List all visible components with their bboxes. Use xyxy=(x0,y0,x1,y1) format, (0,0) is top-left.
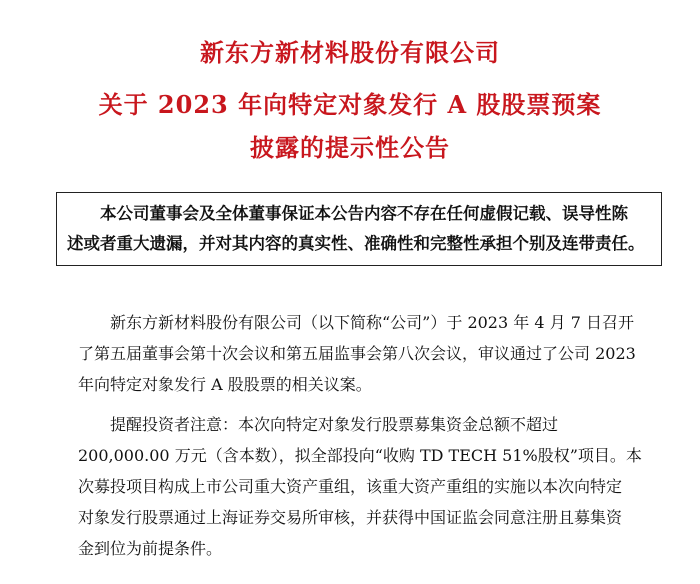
announcement-title: 关于 2023 年向特定对象发行 A 股股票预案 xyxy=(98,90,602,119)
disclaimer-line: 本公司董事会及全体董事保证本公告内容不存在任何虚假记载、误导性陈 xyxy=(100,204,628,223)
disclaimer-line: 述或者重大遗漏，并对其内容的真实性、准确性和完整性承担个别及连带责任。 xyxy=(67,234,645,253)
paragraph-line: 200,000.00 万元（含本数），拟全部投向“收购 TD TECH 51%股权”项目。本 xyxy=(78,446,642,465)
company-title: 新东方新材料股份有限公司 xyxy=(200,38,500,67)
paragraph-investor-notice xyxy=(78,409,678,564)
paragraph-line: 提醒投资者注意：本次向特定对象发行股票募集资金总额不超过 xyxy=(110,415,559,434)
paragraph-line: 新东方新材料股份有限公司（以下简称“公司”）于 2023 年 4 月 7 日召开 xyxy=(110,313,634,332)
paragraph-line: 金到位为前提条件。 xyxy=(78,539,223,558)
disclaimer-box xyxy=(56,192,662,266)
announcement-subtitle: 披露的提示性公告 xyxy=(250,133,450,162)
paragraph-line: 对象发行股票通过上海证券交易所审核，并获得中国证监会同意注册且募集资 xyxy=(78,508,623,527)
paragraph-line: 次募投项目构成上市公司重大资产重组，该重大资产重组的实施以本次向特定 xyxy=(78,477,623,496)
paragraph-meeting xyxy=(78,307,678,400)
paragraph-line: 年向特定对象发行 A 股股票的相关议案。 xyxy=(78,375,372,394)
paragraph-line: 了第五届董事会第十次会议和第五届监事会第八次会议，审议通过了公司 2023 xyxy=(78,344,636,363)
